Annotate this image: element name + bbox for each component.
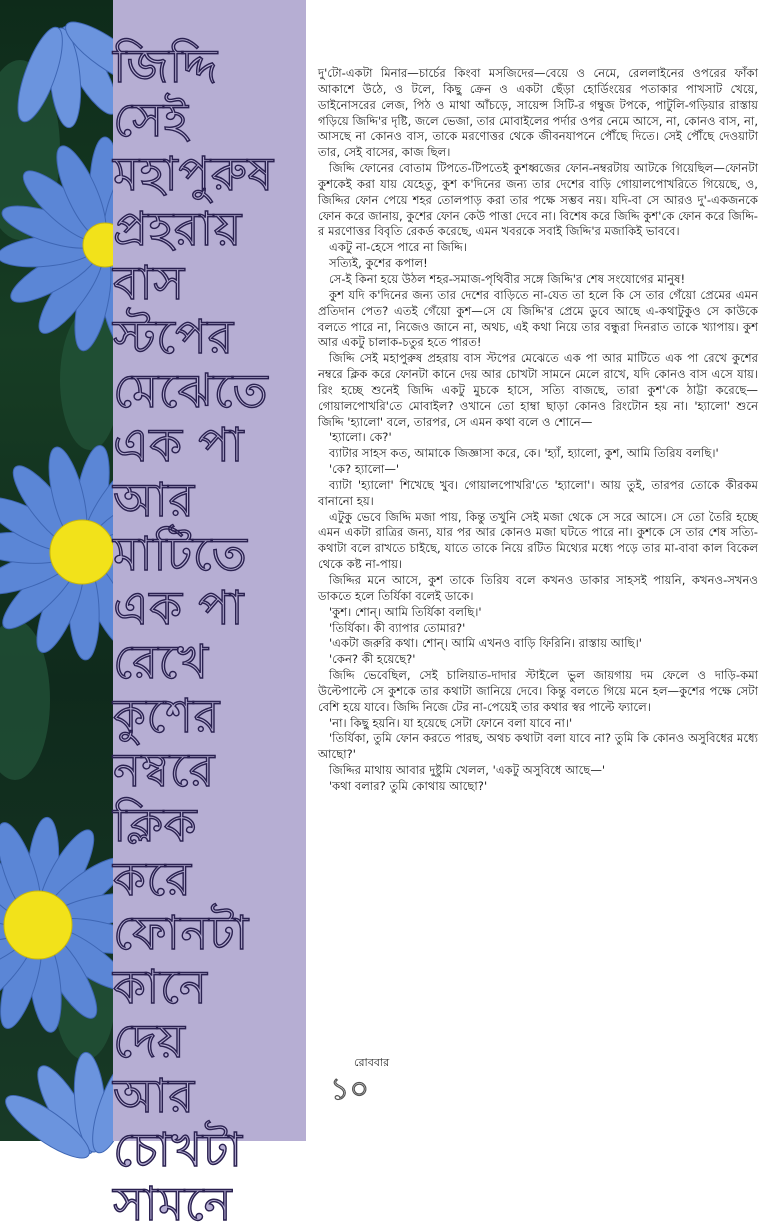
paragraph: কুশ যদি ক'দিনের জন্য তার দেশের বাড়িতে না-যেত তা হলে কি সে তার গেঁয়ো প্রেমের এমন প্রতিদান পেত? এতই গেঁয়ো কুশ—সে যে জিদ্দি'র প্রেমে ডুবে আছে এ-কথাটুকুও সে কাউকে বলতে পারে না, নিজেও জানে না, অথচ, এই কথা নিয়ে তার বন্ধুরা দিনরাত তাকে খ্যাপায়। কুশ আর একটু চালাক-চতুর হতে পারত! — [318, 287, 758, 350]
paragraph: 'কথা বলার? তুমি কোথায় আছো?' — [329, 778, 488, 793]
paragraph: ব্যাটার সাহস কত, আমাকে জিজ্ঞাসা করে, কে। 'হ্যাঁ, হ্যালো, কুশ, আমি তিরিয বলছি।' — [329, 446, 719, 461]
pull-quote — [113, 39, 333, 1232]
paragraph: জিদ্দি সেই মহাপুরুষ প্রহরায় বাস স্টপের মেঝেতে এক পা আর মাটিতে এক পা রেখে কুশের নম্বরে ক্লিক করে ফোনটা কানে দেয় আর চোখটা সামনে মেলে রাখে, যদি কোনও বাস এসে যায়। রিং হচ্ছে শুনেই জিদ্দি একটু মুচকে হাসে, সত্যি বাজছে, তারা কুশ'কে ঠাট্টা করেছে—গোয়ালপোখরি'তে মোবাইল? ওখানে তো হাম্বা ছাড়া কোনও রিংটোন হয় না। 'হ্যালো' শুনে জিদ্দি 'হ্যালো' বলে, তারপর, সে এমন কথা বলে ও শোনে— — [318, 351, 758, 429]
page-number: ১০ — [330, 1072, 369, 1107]
pull-quote-line: মহাপুরুষ — [113, 147, 274, 203]
pull-quote-line: প্রহরায় — [113, 201, 242, 257]
pull-quote-line: করে — [113, 851, 192, 907]
pull-quote-line: নম্বরে — [113, 743, 215, 799]
pull-quote-line: দেয় — [113, 1014, 186, 1070]
paragraph: 'কে? হ্যালো—' — [329, 462, 400, 477]
pull-quote-line: জিদ্দি — [113, 39, 218, 94]
paragraph: 'একটা জরুরি কথা। শোন্। আমি এখনও বাড়ি ফিরিনি। রাস্তায় আছি।' — [329, 636, 642, 651]
paragraph: 'তির্যিকা। কী ব্যাপার তোমার?' — [329, 620, 466, 635]
pull-quote-line: কানে — [113, 960, 208, 1016]
paragraph: 'কেন? কী হয়েছে?' — [329, 652, 416, 667]
magazine-name: রোববার — [354, 1056, 390, 1069]
pull-quote-line: এক পা — [113, 418, 245, 474]
paragraph: ব্যাটা 'হ্যালো' শিখেছে খুব। গোয়ালপোখরি'তে 'হ্যালো'। আয় তুই, তারপর তোকে কীরকম বানানো হয়। — [318, 477, 758, 508]
pull-quote-line: মেঝেতে — [113, 364, 269, 420]
pull-quote-line: আর — [113, 472, 195, 528]
pull-quote-line: বাস — [113, 255, 185, 311]
paragraph: একটু না-হেসে পারে না জিদ্দি। — [329, 240, 467, 255]
pull-quote-line: কুশের — [113, 689, 220, 745]
pull-quote-line: এক পা — [113, 580, 245, 636]
pull-quote-line: রেখে — [113, 635, 209, 691]
paragraph: জিদ্দির মনে আসে, কুশ তাকে তিরিয বলে কখনও ডাকার সাহসই পায়নি, কখনও-সখনও ডাকতে হলে তির্যিকা বলেই ডাকে। — [318, 573, 758, 603]
pull-quote-line: স্টপের — [113, 309, 234, 365]
paragraph: 'তির্যিকা, তুমি ফোন করতে পারছ, অথচ কথাটা বলা যাবে না? তুমি কি কোনও অসুবিধের মধ্যে আছো?' — [318, 731, 758, 762]
paragraph: সত্যিই, কুশের কপাল! — [329, 256, 428, 271]
paragraph: 'হ্যালো। কে?' — [329, 430, 392, 445]
page-footer — [330, 1054, 430, 1114]
paragraph: 'না। কিছু হয়নি। যা হয়েছে সেটা ফোনে বলা যাবে না।' — [329, 715, 573, 730]
paragraph: জিদ্দি ফোনের বোতাম টিপতে-টিপতেই কুশধ্বজের ফোন-নম্বরটায় আটকে গিয়েছিল—ফোনটা কুশকেই করা যায় যেহেতু, কুশ ক'দিনের জন্য তার দেশের বাড়ি গোয়ালপোখরিতে গিয়েছে, ও, জিদ্দির ফোন পেয়ে শহর তোলপাড় করা তার পক্ষে সম্ভব নয়। যদি-বা সে আরও দু'-একজনকে ফোন করে জানায়, কুশের ফোন কেউ পাত্তা দেবে না। বিশেষ করে জিদ্দি কুশ'কে ফোন করে জিদ্দি-র মরণোত্তর বিবৃতি রেকর্ড করেছে, এমন খবরকে সবাই জিদ্দি'র মজাকিই ভাববে। — [318, 161, 758, 239]
paragraph: জিদ্দির মাথায় আবার দুষ্টুমি খেলল, 'একটু অসুবিধে আছে—' — [329, 763, 606, 778]
paragraph: জিদ্দি ভেবেছিল, সেই চালিয়াত-দাদার স্টাইলে ভুল জায়গায় দম ফেলে ও দাড়ি-কমা উল্টেপাল্টে সে কুশকে তার কথাটা জানিয়ে দেবে। কিন্তু বলতে গিয়ে মনে হল—কুশের পক্ষে সেটা বেশি হয়ে যাবে। জিদ্দি নিজে টের না-পেয়েই তার কথার স্বর পাল্টে ফ্যালে। — [318, 668, 758, 714]
pull-quote-line: আর — [113, 1068, 195, 1124]
paragraph: এটুকু ভেবে জিদ্দি মজা পায়, কিন্তু তখুনি সেই মজা থেকে সে সরে আসে। সে তো তৈরি হচ্ছে এমন একটা রাত্রির জন্য, যার পর আর কোনও মজা ঘটতে পারে না। কুশকে সে তার শেষ সত্যি-কথাটা বলে রাখতে চাইছে, যাতে তাকে নিয়ে রটিত মিথ্যের মধ্যে পড়ে তার মা-বাবা কাল বিকেল থেকে কষ্ট না-পায়। — [318, 509, 758, 572]
pull-quote-line: সামনে — [113, 1176, 233, 1232]
paragraph: দু'টো-একটা মিনার—চার্চের কিংবা মসজিদের—বেয়ে ও নেমে, রেললাইনের ওপরের ফাঁকা আকাশে উঠে, ও টলে, কিছু ক্রেন ও একটা ছেঁড়া হোর্ডিংয়ের পতাকার পাখসাট খেয়ে, ডাইনোসরের লেজ, পিঠ ও মাথা আঁচড়ে, সায়েন্স সিটি-র গম্বুজ টপকে, পাটুলি-গড়িয়ার রাস্তায় গড়িয়ে জিদ্দি'র দৃষ্টি, জলে ভেজা, তার মোবাইলের পর্দার ওপর নেমে আসে, না, কোনও বাস, না, আসছে না কোনও বাস, তাকে মরণোত্তর থেকে জীবনযাপনে পৌঁছে দিতে। সেই পৌঁছে দেওয়াটা তার, সেই বাসের, কাজ ছিল। — [318, 66, 758, 160]
pull-quote-line: মাটিতে — [113, 526, 248, 582]
pull-quote-line: চোখটা — [113, 1122, 243, 1178]
pull-quote-line: ক্লিক — [113, 797, 198, 853]
paragraph: 'কুশ। শোন্। আমি তির্যিকা বলছি।' — [329, 604, 482, 619]
article-body — [318, 66, 758, 795]
pull-quote-line: ফোনটা — [113, 906, 249, 961]
pull-quote-line: সেই — [113, 93, 189, 149]
paragraph: সে-ই কিনা হয়ে উঠল শহর-সমাজ-পৃথিবীর সঙ্গে জিদ্দি'র শেষ সংযোগের মানুষ! — [329, 271, 686, 286]
blue-daisy-flowers-image — [0, 0, 113, 1141]
flower-photo-strip — [0, 0, 113, 1141]
